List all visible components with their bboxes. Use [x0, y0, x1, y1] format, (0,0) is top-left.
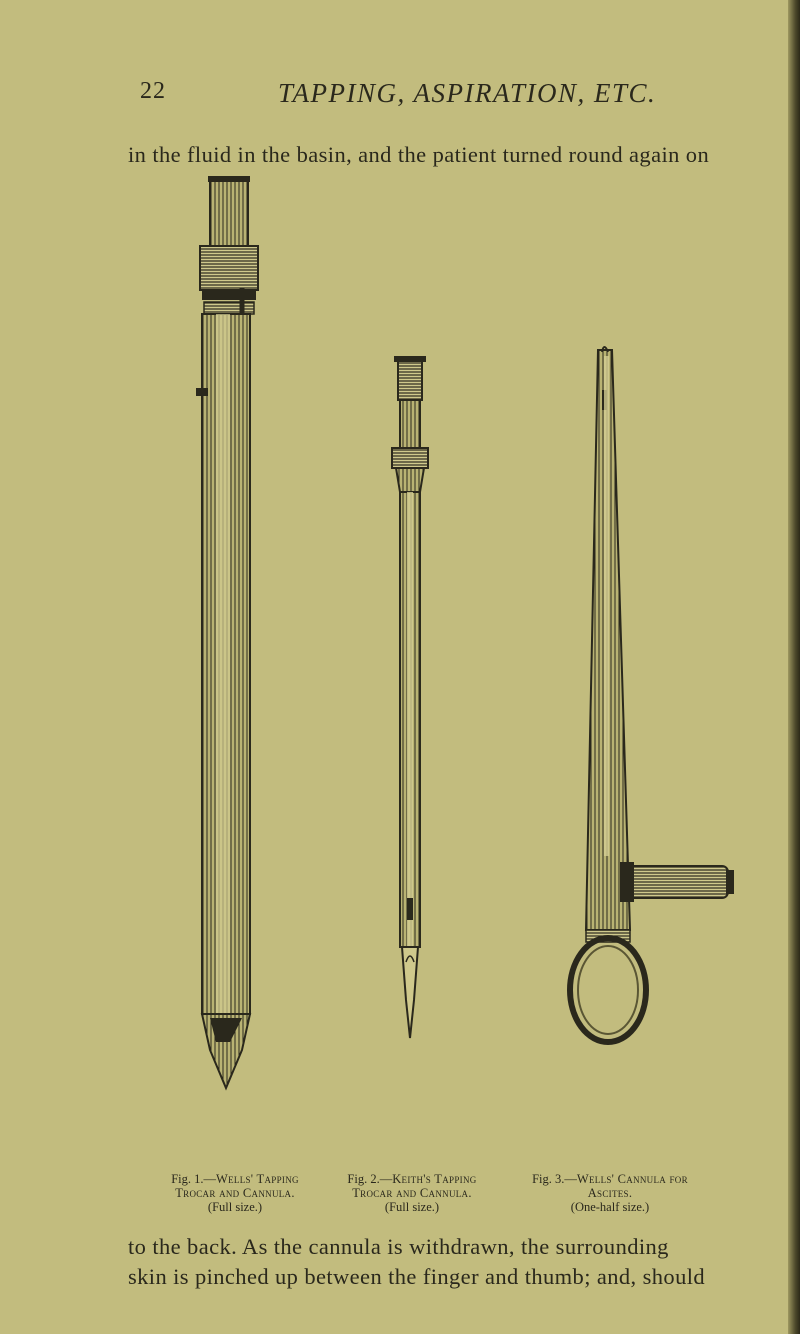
figure-1-title-line-2: Trocar and Cannula.: [175, 1186, 295, 1200]
figure-3-caption: [495, 1172, 725, 1214]
page-edge: [788, 0, 800, 1334]
figure-2-title-line-2: Trocar and Cannula.: [352, 1186, 472, 1200]
figure-2-scale: (Full size.): [384, 1200, 440, 1214]
figure-1-title-line-1: Wells' Tapping: [216, 1172, 299, 1186]
figure-1-trocar: [196, 176, 258, 1088]
figure-3-title-line-2: Ascites.: [587, 1186, 633, 1200]
page-number: 22: [140, 78, 166, 104]
figure-2-caption: [297, 1172, 527, 1214]
figure-1-scale: (Full size.): [207, 1200, 263, 1214]
figure-1-label: Fig. 1.—: [171, 1172, 216, 1186]
figure-2-label: Fig. 2.—: [347, 1172, 393, 1186]
running-title: TAPPING, ASPIRATION, ETC.: [278, 78, 657, 108]
body-text-line-bottom-2: skin is pinched up between the finger and thumb; and, should: [128, 1264, 706, 1289]
page-header: [0, 78, 800, 118]
body-text-line-bottom-1: to the back. As the cannula is withdrawn, the surrounding: [128, 1234, 669, 1259]
figure-3-scale: (One-half size.): [570, 1200, 650, 1214]
figure-3-label: Fig. 3.—: [532, 1172, 577, 1186]
figure-2-trocar: [392, 356, 428, 1038]
figure-3-title-line-1: Wells' Cannula for: [576, 1172, 688, 1186]
figure-illustrations: [130, 170, 770, 1170]
figure-3-cannula: [570, 347, 734, 1042]
figure-2-title-line-1: Keith's Tapping: [392, 1172, 477, 1186]
body-text-line-top: in the fluid in the basin, and the patient turned round again on: [128, 142, 710, 167]
